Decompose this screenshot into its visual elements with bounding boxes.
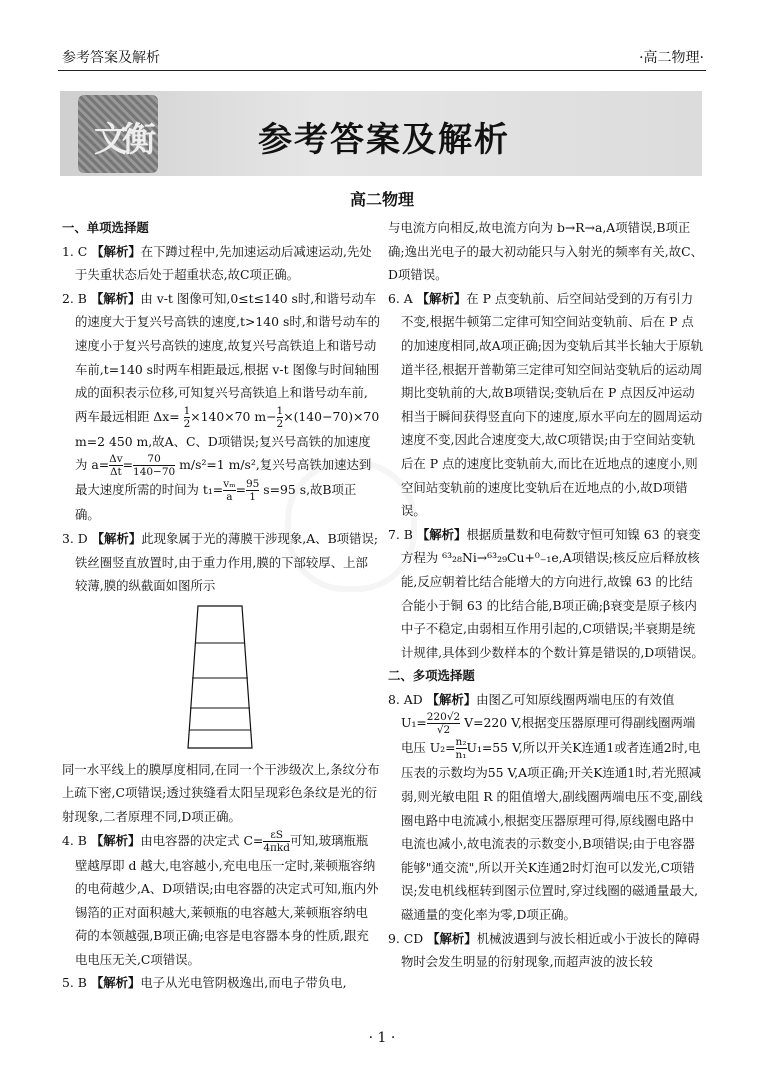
analysis-tag: 【解析】 — [416, 290, 467, 306]
answer-number: 7. B — [388, 526, 413, 542]
answer-5 — [62, 971, 380, 995]
answer-text: 同一水平线上的膜厚度相同,在同一个干涉级次上,条纹分布上疏下密,C项错误;透过狭缝看太阳呈现彩色条纹是光的衍射现象,二者原理不同,D项正确。 — [62, 761, 380, 824]
answer-text: 由 v-t 图像可知,0≤t≤140 s时,和谐号动车的速度大于复兴号高铁的速度,t>140 s时,和谐号动车的速度小于复兴号高铁的速度,故复兴号高铁追上和谐号动车前,t=140 s时两车相距最远,根据 v-t 图像与时间轴围成的面积表示位移,可知复兴号高铁追上和谐号动车前,两车最远相距 Δx= — [75, 290, 380, 424]
answer-number: 1. C — [62, 243, 88, 259]
analysis-tag: 【解析】 — [90, 290, 141, 306]
subject-title: 高二物理 — [349, 190, 414, 209]
answer-number: 5. B — [62, 975, 87, 991]
section-heading: 一、单项选择题 — [62, 220, 149, 235]
answer-text: 在下蹲过程中,先加速运动后减速运动,先处于失重状态后处于超重状态,故C项正确。 — [75, 243, 372, 283]
answer-number: 4. B — [62, 832, 87, 848]
answer-text: = — [235, 482, 246, 498]
answer-text: 由电容器的决定式 C= — [140, 832, 264, 848]
answer-text: U₁=55 V,所以开关K连通1或者连通2时,电压表的示数均为55 V,A项正确;开关K连通1时,若光照减弱,则光敏电阻 R 的阻值增大,副线圈两端电压不变,副线圈电路中电流减小,根据变压器原理可得,原线圈电路中电流也减小,故电流表的示数变小,B项错误;由于电容器能够"通交流",所以开关K连通2时灯泡可以发光,C项错误;发电机线框转到图示位置时,穿过线圈的磁通量最大,磁通量的变化率为零,D项正确。 — [401, 740, 703, 923]
fraction: $\frac{\Delta v}{\Delta t}$ — [109, 453, 123, 479]
answer-number: 6. A — [388, 290, 413, 306]
banner-title: 参考答案及解析 — [258, 120, 510, 160]
answer-3-cont — [62, 758, 380, 829]
answer-text: ×140×70 m− — [190, 408, 277, 424]
logo-text: 文衡 — [94, 120, 150, 160]
answer-text: 可知,玻璃瓶瓶壁越厚即 d 越大,电容越小,充电电压一定时,莱顿瓶容纳的电荷越少,A、D项错误;由电容器的决定式可知,瓶内外锡箔的正对面积越大,莱顿瓶的电容越大,莱顿瓶容纳电荷的本领越强,B项正确;电容是电容器本身的性质,跟充电电压无关,C项错误。 — [75, 832, 379, 967]
header-rule — [58, 70, 706, 71]
header-right: ·高二物理· — [639, 50, 704, 66]
answer-text: 电子从光电管阴极逸出,而电子带负电, — [140, 975, 347, 991]
left-column — [62, 216, 380, 995]
section-heading: 二、多项选择题 — [388, 668, 475, 684]
answer-number: 9. CD — [388, 930, 424, 946]
analysis-tag: 【解析】 — [426, 691, 477, 707]
analysis-tag: 【解析】 — [91, 530, 142, 546]
analysis-tag: 【解析】 — [91, 243, 141, 259]
answer-1 — [62, 240, 380, 287]
fraction: $\frac{1}{2}$ — [276, 404, 284, 430]
film-diagram — [62, 598, 380, 758]
answer-text: 此现象属于光的薄膜干涉现象,A、B项错误;铁丝圈竖直放置时,由于重力作用,膜的下部较厚、上部较薄,膜的纵截面如图所示 — [75, 530, 379, 594]
header-left: 参考答案及解析 — [62, 50, 160, 66]
answer-9 — [388, 927, 704, 974]
answer-8 — [388, 688, 704, 927]
analysis-tag: 【解析】 — [90, 975, 141, 991]
answer-text: = — [122, 457, 134, 473]
page-number: · 1 · — [368, 1030, 396, 1046]
analysis-tag: 【解析】 — [427, 930, 477, 946]
answer-4 — [62, 829, 380, 972]
fraction: $\frac{70}{140-70}$ — [133, 453, 176, 479]
answer-number: 2. B — [62, 290, 87, 306]
fraction: $\frac{220√2}{√2}$ — [426, 711, 461, 737]
answer-text: m/s²=1 m/s²,复兴号高铁加速达到最大速度所需的时间为 t₁= — [75, 457, 372, 498]
analysis-tag: 【解析】 — [90, 832, 141, 848]
fraction: $\frac{\text{vₘ}}{a}$ — [223, 478, 236, 504]
answer-3 — [62, 527, 380, 598]
fraction: $\frac{\text{n₂}}{\text{n₁}}$ — [455, 736, 467, 762]
film-cross-section-figure — [62, 598, 380, 758]
answer-text: 机械波遇到与波长相近或小于波长的障碍物时会发生明显的衍射现象,而超声波的波长较 — [401, 930, 700, 970]
answer-text: V=220 V,根据变压器原理可得副线圈两端电压 U₂= — [401, 715, 696, 756]
answer-6 — [388, 287, 704, 523]
analysis-tag: 【解析】 — [416, 526, 467, 542]
answer-text: 在 P 点变轨前、后空间站受到的万有引力不变,根据牛顿第二定律可知空间站变轨前、后在 P 点的加速度相同,故A项正确;因为变轨后其半长轴大于原轨道半径,根据开普勒第三定律可知空间站变轨后的运动周期比变轨前的大,故B项错误;变轨后在 P 点因反冲运动相当于瞬间获得竖直向下的速度,原水平向左的圆周运动速度不变,因此合速度变大,故C项错误;由于空间站变轨后在 P 点的速度比变轨前大,而比在近地点的速度小,则空间站变轨前的速度比变轨后在近地点的小,故D项错误。 — [401, 290, 704, 519]
answer-2 — [62, 287, 380, 527]
answer-text: 由图乙可知原线圈两端电压的有效值 U₁= — [401, 691, 675, 731]
fraction: $\frac{95}{1}$ — [245, 478, 260, 504]
answer-5-cont — [388, 216, 704, 287]
answer-text: 与电流方向相反,故电流方向为 b→R→a,A项错误,B项正确;逸出光电子的最大初动能只与入射光的频率有关,故C、D项错误。 — [388, 220, 703, 283]
answer-number: 8. AD — [388, 691, 423, 707]
answer-7 — [388, 523, 704, 665]
fraction: $\frac{1}{2}$ — [183, 404, 191, 430]
fraction: $\frac{\varepsilon S}{\text{4πkd}}$ — [263, 828, 290, 854]
answer-number: 3. D — [62, 530, 88, 546]
right-column — [388, 216, 704, 974]
answer-text: s=95 s,故B项正确。 — [75, 482, 357, 523]
answer-text: 根据质量数和电荷数守恒可知镍 63 的衰变方程为 ⁶³₂₈Ni→⁶³₂₉Cu+⁰₋₁e,A项错误;核反应后释放核能,反应朝着比结合能增大的方向进行,故镍 63 的比结合能小于铜 63 的比结合能,B项正确;β衰变是原子核内中子不稳定,由弱相互作用引起的,C项错误;半衰期是统计规律,具体到少数样本的个数计算是错误的,D项错误。 — [401, 526, 704, 660]
answer-text: ×(140−70)×70 m=2 450 m,故A、C、D项错误;复兴号高铁的加速度为 a= — [75, 408, 380, 473]
